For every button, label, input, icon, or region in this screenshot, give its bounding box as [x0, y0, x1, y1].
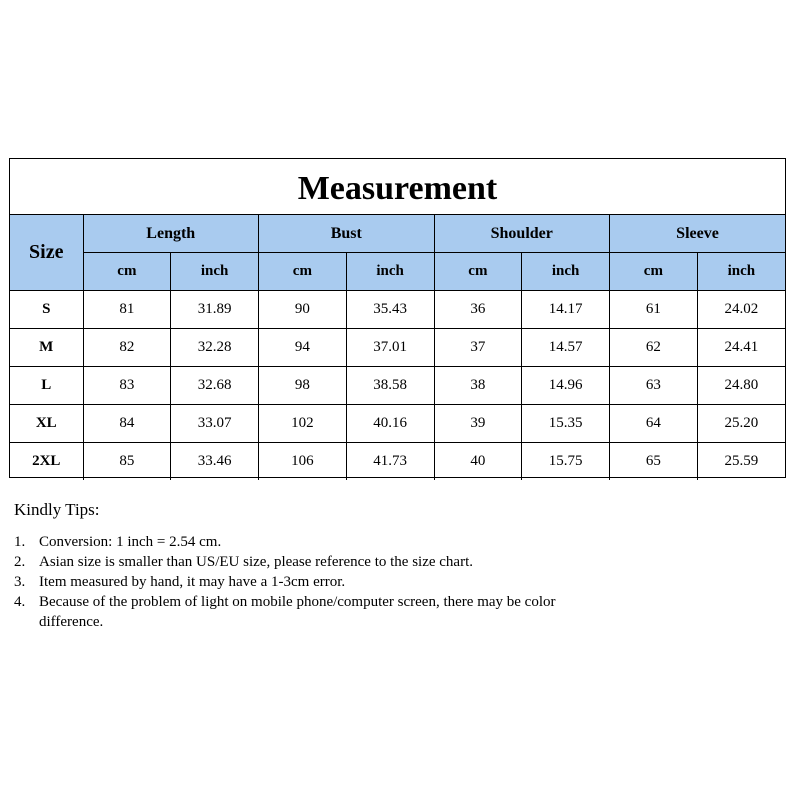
- tip-text: Conversion: 1 inch = 2.54 cm.: [39, 534, 222, 550]
- value-cell: 24.41: [697, 329, 785, 367]
- kindly-tips: [14, 500, 614, 632]
- value-cell: 14.57: [522, 329, 610, 367]
- value-cell: 85: [83, 443, 171, 481]
- value-cell: 33.07: [171, 405, 259, 443]
- value-cell: 14.17: [522, 291, 610, 329]
- table-body: [10, 291, 785, 481]
- value-cell: 31.89: [171, 291, 259, 329]
- tip-number: 1.: [14, 534, 26, 550]
- tip-item: [14, 592, 614, 632]
- shoulder-header: Shoulder: [434, 215, 610, 253]
- value-cell: 33.46: [171, 443, 259, 481]
- value-cell: 90: [259, 291, 347, 329]
- value-cell: 37: [434, 329, 522, 367]
- tip-item: [14, 552, 614, 572]
- value-cell: 15.75: [522, 443, 610, 481]
- size-chart: [9, 158, 786, 478]
- tip-item: [14, 532, 614, 552]
- tip-number: 2.: [14, 554, 26, 570]
- value-cell: 36: [434, 291, 522, 329]
- value-cell: 24.02: [697, 291, 785, 329]
- value-cell: 81: [83, 291, 171, 329]
- value-cell: 82: [83, 329, 171, 367]
- value-cell: 25.20: [697, 405, 785, 443]
- tip-text: Asian size is smaller than US/EU size, please reference to the size chart.: [39, 554, 473, 570]
- value-cell: 64: [610, 405, 698, 443]
- tip-text: Because of the problem of light on mobile phone/computer screen, there may be color difference.: [39, 594, 556, 630]
- value-cell: 84: [83, 405, 171, 443]
- unit-header: cm: [434, 253, 522, 291]
- value-cell: 41.73: [346, 443, 434, 481]
- value-cell: 106: [259, 443, 347, 481]
- unit-header: inch: [171, 253, 259, 291]
- value-cell: 94: [259, 329, 347, 367]
- value-cell: 37.01: [346, 329, 434, 367]
- size-cell: XL: [10, 405, 83, 443]
- unit-header: cm: [610, 253, 698, 291]
- value-cell: 40.16: [346, 405, 434, 443]
- value-cell: 98: [259, 367, 347, 405]
- table-row: [10, 291, 785, 329]
- value-cell: 38.58: [346, 367, 434, 405]
- value-cell: 32.28: [171, 329, 259, 367]
- bust-header: Bust: [259, 215, 435, 253]
- table-row: [10, 329, 785, 367]
- value-cell: 61: [610, 291, 698, 329]
- size-cell: M: [10, 329, 83, 367]
- value-cell: 62: [610, 329, 698, 367]
- value-cell: 24.80: [697, 367, 785, 405]
- value-cell: 39: [434, 405, 522, 443]
- length-header: Length: [83, 215, 259, 253]
- size-cell: L: [10, 367, 83, 405]
- value-cell: 25.59: [697, 443, 785, 481]
- value-cell: 65: [610, 443, 698, 481]
- tip-text: Item measured by hand, it may have a 1-3cm error.: [39, 574, 346, 590]
- table-row: [10, 443, 785, 481]
- size-header: Size: [10, 215, 83, 291]
- sleeve-header: Sleeve: [610, 215, 786, 253]
- value-cell: 14.96: [522, 367, 610, 405]
- tip-number: 3.: [14, 574, 26, 590]
- tip-number: 4.: [14, 594, 26, 610]
- unit-header: inch: [522, 253, 610, 291]
- size-cell: S: [10, 291, 83, 329]
- unit-header: inch: [346, 253, 434, 291]
- tips-title: Kindly Tips:: [14, 500, 100, 519]
- unit-header: cm: [259, 253, 347, 291]
- value-cell: 15.35: [522, 405, 610, 443]
- unit-header: inch: [697, 253, 785, 291]
- tip-item: [14, 572, 614, 592]
- value-cell: 38: [434, 367, 522, 405]
- unit-header: cm: [83, 253, 171, 291]
- value-cell: 35.43: [346, 291, 434, 329]
- chart-title: Measurement: [10, 159, 785, 215]
- value-cell: 40: [434, 443, 522, 481]
- value-cell: 102: [259, 405, 347, 443]
- value-cell: 83: [83, 367, 171, 405]
- table-row: [10, 367, 785, 405]
- size-cell: 2XL: [10, 443, 83, 481]
- value-cell: 63: [610, 367, 698, 405]
- value-cell: 32.68: [171, 367, 259, 405]
- table-row: [10, 405, 785, 443]
- measurement-table: [10, 215, 785, 480]
